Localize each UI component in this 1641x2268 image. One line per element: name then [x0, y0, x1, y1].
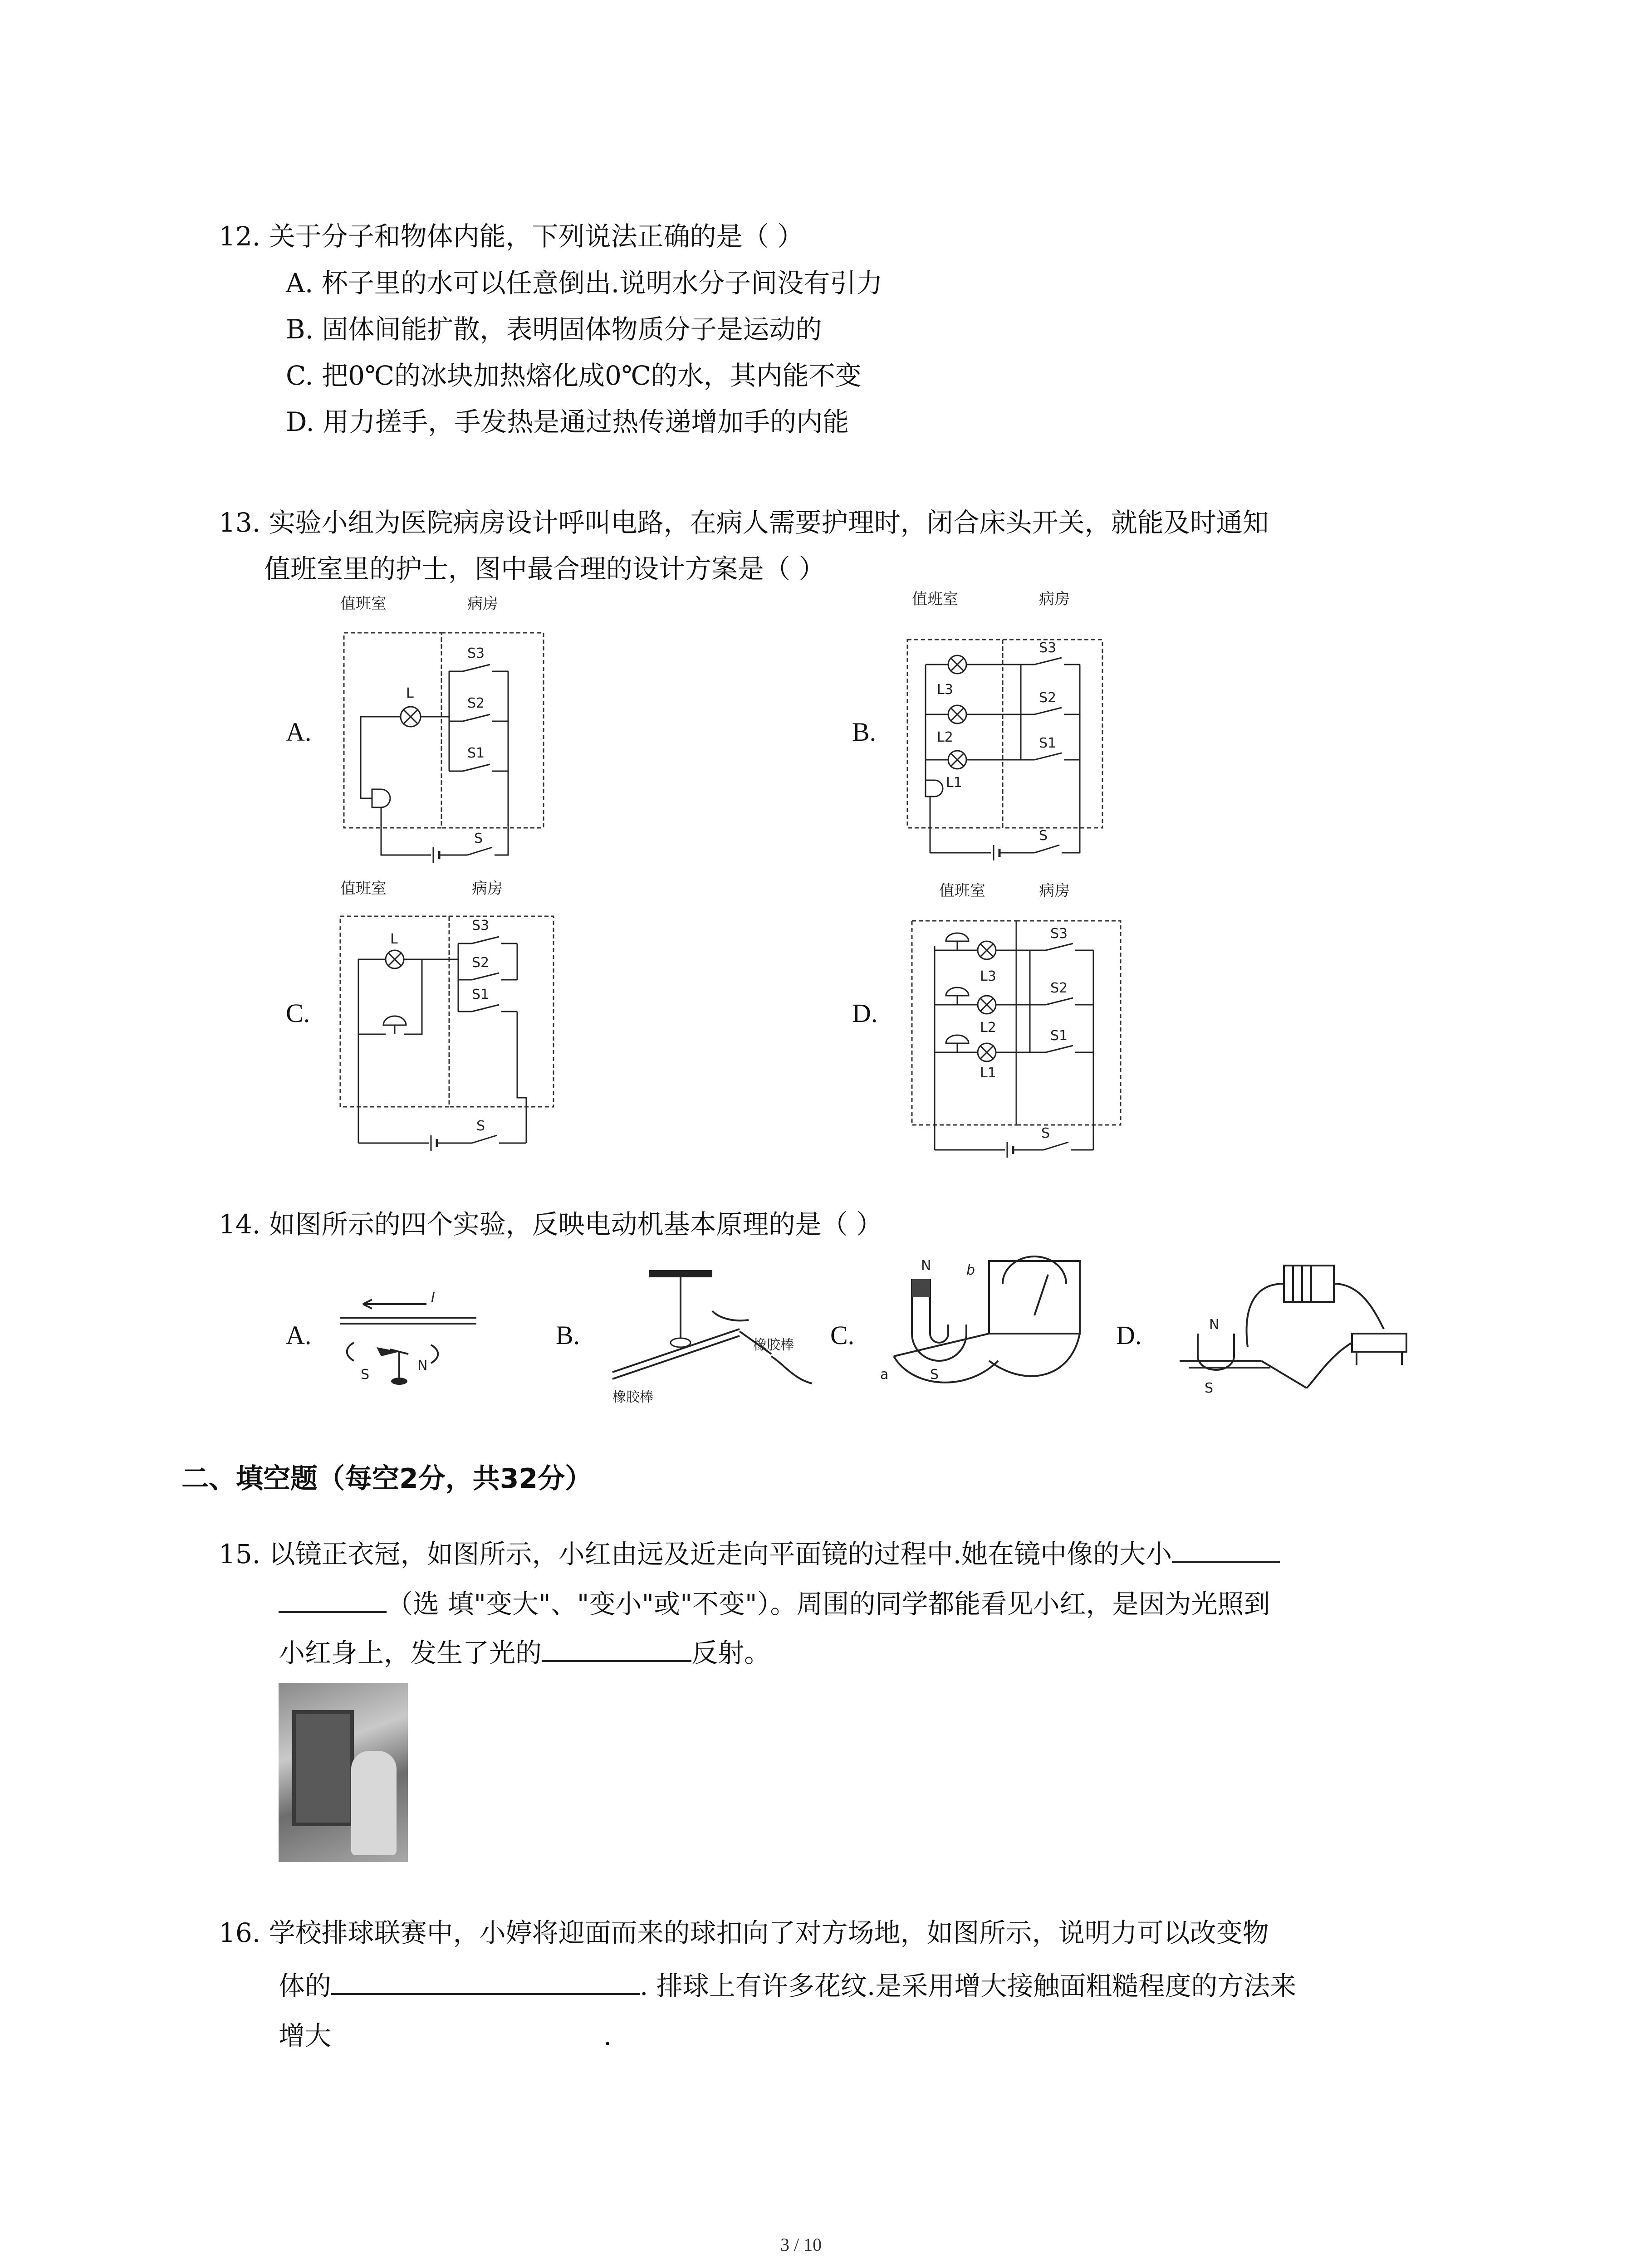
q15-blank-1a[interactable]	[1172, 1538, 1280, 1563]
q16-line3-after: .	[603, 2020, 612, 2051]
lamp-l-label: L	[406, 685, 414, 701]
room-ward-label: 病房	[1039, 882, 1070, 900]
q16-line1: 16. 学校排球联赛中，小婷将迎面而来的球扣向了对方场地，如图所示，说明力可以改变物	[219, 1917, 1269, 1948]
electromagnetic-induction-figure	[876, 1243, 1102, 1406]
q16-line2	[279, 1970, 1296, 1999]
q12-stem: 12. 关于分子和物体内能，下列说法正确的是（ ）	[219, 221, 804, 252]
q13-option-c-label: C.	[286, 998, 310, 1028]
q15-blank-1b[interactable]	[279, 1588, 387, 1613]
q15-line1	[219, 1538, 1280, 1567]
q13-option-d-label: D.	[852, 998, 878, 1028]
current-i-label: I	[431, 1290, 435, 1305]
rubber-rod-label-2: 橡胶棒	[753, 1337, 794, 1353]
lamp-l1-label: L1	[980, 1065, 996, 1081]
switch-s-label: S	[1039, 828, 1048, 844]
q15-line2	[279, 1588, 1270, 1617]
q13-stem-line2: 值班室里的护士，图中最合理的设计方案是（ ）	[264, 553, 825, 584]
switch-s1-label: S1	[467, 745, 485, 761]
wire-end-a-label: a	[880, 1367, 889, 1383]
circuit-b-figure	[889, 585, 1143, 871]
q13-stem-line1: 13. 实验小组为医院病房设计呼叫电路，在病人需要护理时，闭合床头开关，就能及时通知	[219, 507, 1269, 538]
rubber-rod-experiment-figure	[603, 1266, 830, 1406]
q16-line2-before: 体的	[279, 1970, 332, 2001]
mirror-photo	[279, 1683, 408, 1862]
q14-option-a-label: A.	[286, 1320, 312, 1350]
q16-blank-2[interactable]	[331, 2019, 603, 2045]
wire-end-b-label: b	[966, 1262, 975, 1278]
compass-needle-icon	[377, 1347, 399, 1356]
pole-s-label: S	[930, 1367, 939, 1383]
pole-s-label: S	[1205, 1380, 1214, 1396]
q12-option-b: B. 固体间能扩散，表明固体物质分子是运动的	[286, 314, 822, 345]
switch-s-label: S	[1041, 1125, 1050, 1141]
q16-line3	[279, 2019, 612, 2049]
switch-s3-label: S3	[1050, 926, 1068, 942]
switch-s3-label: S3	[472, 918, 490, 934]
q14-option-c-label: C.	[830, 1320, 855, 1350]
switch-s-label: S	[474, 831, 483, 846]
q14-option-d-label: D.	[1116, 1320, 1142, 1350]
lamp-l2-label: L2	[937, 729, 953, 745]
q16-blank-1[interactable]	[331, 1970, 640, 1995]
q15-line2-text: （选 填"变大"、"变小"或"不变"）。周围的同学都能看见小红，是因为光照到	[387, 1589, 1270, 1619]
section-title: 二、填空题（每空2分，共32分）	[181, 1463, 593, 1495]
switch-s1-label: S1	[472, 987, 490, 1002]
lamp-l3-label: L3	[980, 968, 996, 984]
q12-option-c: C. 把0℃的冰块加热熔化成0℃的水，其内能不变	[286, 360, 862, 391]
switch-s2-label: S2	[467, 695, 485, 711]
pole-n-label: N	[1209, 1317, 1220, 1333]
q15-line3-before: 小红身上，发生了光的	[279, 1637, 542, 1668]
bell-icon	[372, 789, 390, 807]
lamp-l-label: L	[390, 931, 398, 947]
room-ward-label: 病房	[1039, 590, 1070, 608]
lamp-l1-label: L1	[946, 775, 962, 791]
q16-line3-before: 增大	[279, 2020, 332, 2051]
q16-line2-after: . 排球上有许多花纹.是采用增大接触面粗糙程度的方法来	[640, 1970, 1297, 2001]
q15-line3	[279, 1637, 770, 1666]
circuit-c-figure	[327, 871, 581, 1152]
q15-blank-2[interactable]	[542, 1637, 691, 1662]
circuit-a-figure	[318, 590, 572, 871]
motor-principle-figure	[1171, 1256, 1425, 1402]
room-ward-label: 病房	[467, 595, 498, 613]
switch-s3-label: S3	[1039, 640, 1057, 656]
rubber-rod-label-1: 橡胶棒	[612, 1389, 653, 1405]
switch-s1-label: S1	[1050, 1028, 1068, 1044]
q14-stem: 14. 如图所示的四个实验，反映电动机基本原理的是（ ）	[219, 1209, 883, 1240]
switch-s2-label: S2	[1050, 980, 1068, 996]
switch-s1-label: S1	[1039, 735, 1057, 751]
switch-s2-label: S2	[472, 955, 490, 971]
switch-s2-label: S2	[1039, 690, 1057, 706]
room-duty-label: 值班室	[939, 882, 985, 900]
pole-s-label: S	[361, 1367, 370, 1383]
room-duty-label: 值班室	[912, 590, 958, 608]
pole-n-label: N	[417, 1358, 428, 1374]
room-duty-label: 值班室	[340, 880, 387, 898]
q13-option-b-label: B.	[852, 717, 877, 747]
q13-option-a-label: A.	[286, 717, 312, 747]
q12-option-a: A. 杯子里的水可以任意倒出.说明水分子间没有引力	[286, 268, 883, 298]
q15-line3-after: 反射。	[691, 1637, 771, 1668]
oersted-experiment-figure	[327, 1266, 490, 1402]
q12-option-d: D. 用力搓手，手发热是通过热传递增加手的内能	[286, 406, 849, 437]
circuit-d-figure	[889, 871, 1161, 1161]
room-ward-label: 病房	[472, 880, 503, 898]
q14-option-b-label: B.	[556, 1320, 580, 1350]
switch-s-label: S	[476, 1118, 485, 1134]
lamp-l2-label: L2	[980, 1020, 996, 1036]
q15-line1-text: 15. 以镜正衣冠，如图所示，小红由远及近走向平面镜的过程中.她在镜中像的大小	[219, 1539, 1172, 1569]
lamp-l3-label: L3	[937, 682, 953, 698]
switch-s3-label: S3	[467, 645, 485, 661]
room-duty-label: 值班室	[340, 595, 387, 613]
pole-n-label: N	[921, 1258, 931, 1274]
page-number: 3 / 10	[780, 2234, 822, 2255]
